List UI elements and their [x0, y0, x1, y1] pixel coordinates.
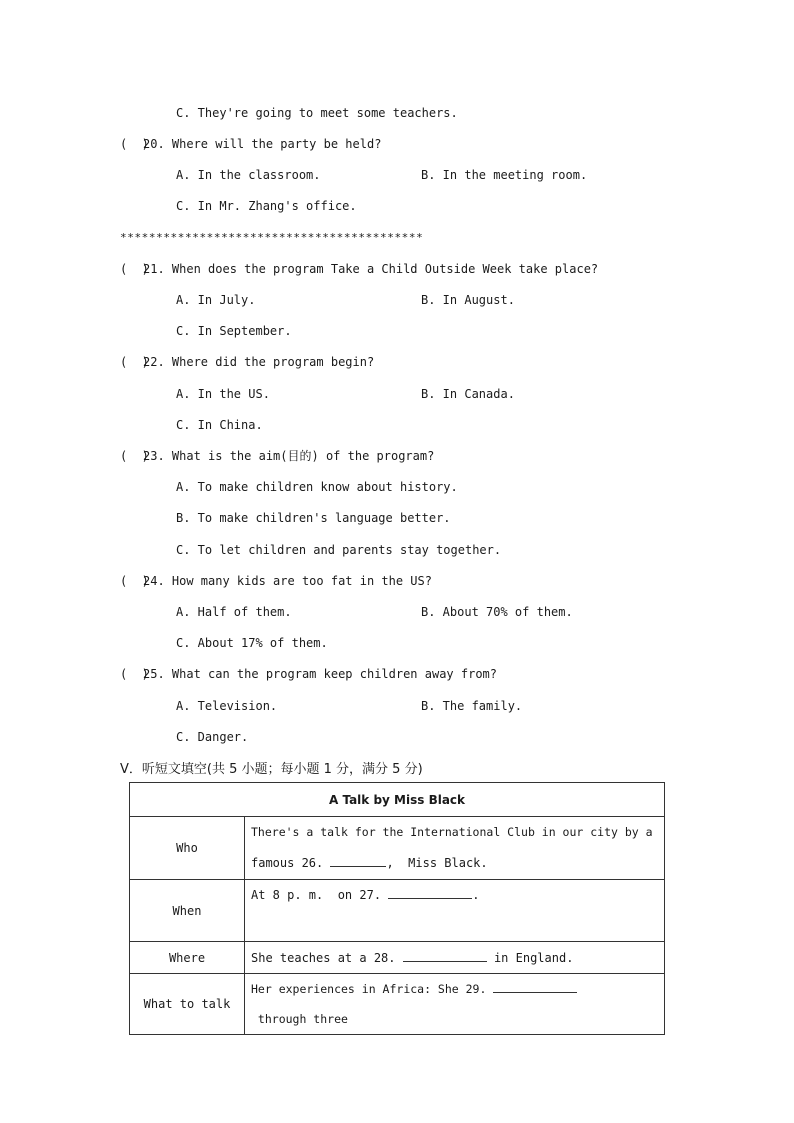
- who-line-2: [251, 848, 658, 879]
- q20-option-a: A. In the classroom.: [176, 168, 321, 182]
- q23-option-c: C. To let children and parents stay together.: [176, 543, 502, 557]
- row-content-where: [245, 942, 665, 974]
- where-text-pre: She teaches at a 28.: [251, 950, 403, 965]
- q23-stem: 23. What is the aim(目的) of the program?: [143, 449, 435, 463]
- answer-blank-29[interactable]: [493, 980, 577, 993]
- q22-option-a: A. In the US.: [176, 387, 270, 401]
- what-text-pre: Her experiences in Africa: She 29.: [251, 982, 494, 996]
- q24-option-a: A. Half of them.: [176, 605, 292, 619]
- q25-option-a: A. Television.: [176, 699, 278, 713]
- where-text-post: in England.: [486, 950, 574, 965]
- answer-blank-28[interactable]: [403, 949, 487, 962]
- q24-answer-paren: ( ): [120, 574, 149, 588]
- q24-option-c: C. About 17% of them.: [176, 636, 328, 650]
- row-label-when: When: [130, 880, 245, 942]
- q23-answer-paren: ( ): [120, 449, 149, 463]
- when-text: [251, 880, 658, 911]
- q20-answer-paren: ( ): [120, 137, 149, 151]
- who-line-2-pre: famous 26.: [251, 856, 331, 870]
- q20-option-b: B. In the meeting room.: [421, 168, 588, 182]
- row-content-what: [245, 974, 665, 1035]
- table-row-what: [130, 974, 665, 1035]
- q21-stem: 21. When does the program Take a Child Outside Week take place?: [143, 262, 599, 276]
- q21-option-b: B. In August.: [421, 293, 515, 307]
- table-title: A Talk by Miss Black: [130, 783, 665, 817]
- section-separator: ******************************************: [120, 231, 424, 244]
- row-content-who: [245, 817, 665, 880]
- q25-answer-paren: ( ): [120, 667, 149, 681]
- who-line-1: There's a talk for the International Club in our city by a: [251, 825, 653, 839]
- when-text-post: .: [472, 888, 480, 902]
- section-5-title: V．听短文填空(共 5 小题；每小题 1 分，满分 5 分): [120, 762, 423, 777]
- who-line-2-post: , Miss Black.: [386, 856, 488, 870]
- q25-stem: 25. What can the program keep children away from?: [143, 667, 498, 681]
- table-row-who: [130, 817, 665, 880]
- table-row-when: [130, 880, 665, 942]
- row-label-who: Who: [130, 817, 245, 880]
- q19-option-c: C. They're going to meet some teachers.: [176, 106, 458, 120]
- q20-stem: 20. Where will the party be held?: [143, 137, 382, 151]
- q22-stem: 22. Where did the program begin?: [143, 355, 375, 369]
- q25-option-c: C. Danger.: [176, 730, 249, 744]
- answer-blank-27[interactable]: [388, 886, 472, 899]
- row-label-where: Where: [130, 942, 245, 974]
- what-text-post: through three: [251, 1012, 348, 1026]
- q24-stem: 24. How many kids are too fat in the US?: [143, 574, 432, 588]
- q23-option-a: A. To make children know about history.: [176, 480, 458, 494]
- table-row-where: [130, 942, 665, 974]
- q23-option-b: B. To make children's language better.: [176, 511, 451, 525]
- row-label-what: What to talk: [130, 974, 245, 1035]
- q21-answer-paren: ( ): [120, 262, 149, 276]
- answer-blank-26[interactable]: [330, 854, 386, 867]
- when-text-pre: At 8 p. m. on 27.: [251, 888, 389, 902]
- q21-option-c: C. In September.: [176, 324, 292, 338]
- q22-option-b: B. In Canada.: [421, 387, 515, 401]
- q20-option-c: C. In Mr. Zhang's office.: [176, 199, 357, 213]
- q21-option-a: A. In July.: [176, 293, 256, 307]
- q22-answer-paren: ( ): [120, 355, 149, 369]
- q22-option-c: C. In China.: [176, 418, 263, 432]
- q24-option-b: B. About 70% of them.: [421, 605, 573, 619]
- row-content-when: [245, 880, 665, 942]
- q25-option-b: B. The family.: [421, 699, 523, 713]
- talk-info-table: [129, 782, 665, 1035]
